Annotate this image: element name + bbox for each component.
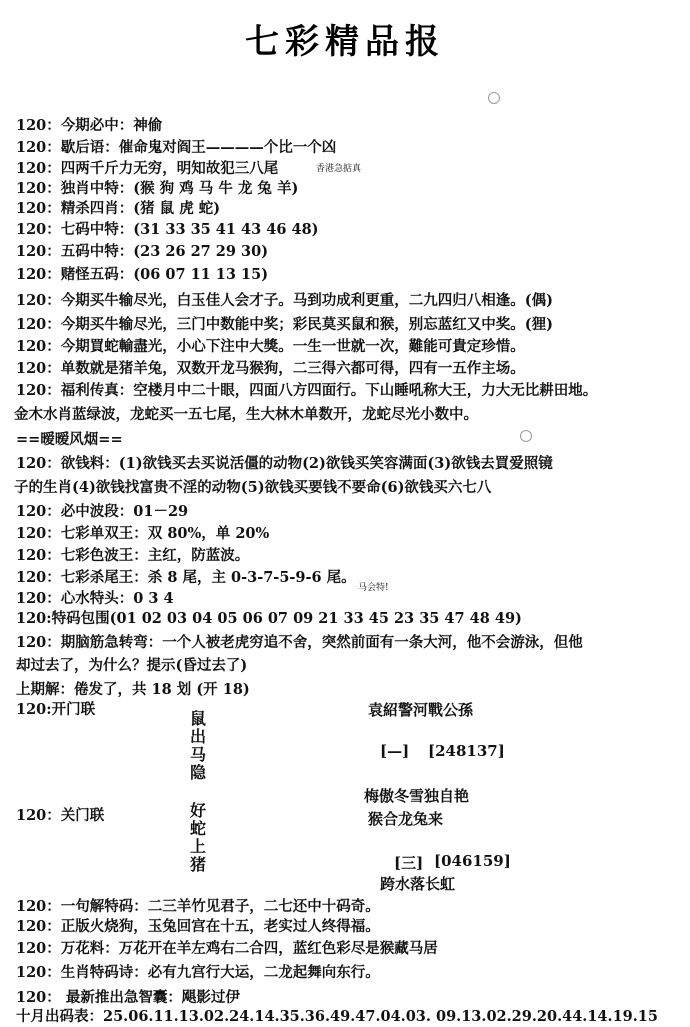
text-line: 120：生肖特码诗：必有九宫行大运，二龙起舞向东行。 [16,964,380,981]
couplet-open-vertical: 鼠出马隐 [189,709,206,782]
text-line: 120：今期买牛输尽光，三门中数能中奖；彩民莫买鼠和猴，别忘蓝红又中奖。(狸) [16,316,553,333]
couplet-close-right-bottom: 跨水落长虹 [380,875,456,893]
text-line: 120：精杀四肖：(猪 鼠 虎 蛇) [16,200,221,217]
couplet-open-bracket: [—] [380,742,410,760]
side-note-horse: 马会特! [358,583,389,593]
text-line: 120：五码中特：(23 26 27 29 30) [16,243,269,260]
text-line: 120：七彩杀尾王：杀 8 尾，主 0-3-7-5-9-6 尾。 [16,569,356,586]
text-line: 120：万花料：万花开在羊左鸡右二合四，蓝红色彩尽是猴藏马居 [16,940,438,957]
couplet-open-right-top: 袁紹警河戰公孫 [368,701,474,719]
text-line: 120：福利传真：空楼月中二十眼，四面八方四面行。下山睡吼称大王，力大无比耕田地。 [16,382,598,399]
text-line: 120：四两千斤力无穷，明知故犯三八尾 [16,160,279,177]
text-line: 120:开门联 [16,701,96,718]
decorative-dot [488,92,500,104]
decorative-dot [520,430,532,442]
couplet-open-code: [248137] [428,742,505,760]
text-line: 120：今期必中：神偷 [16,117,163,134]
text-line: 120：七彩单双王：双 80%，单 20% [16,525,270,542]
text-line: 却过去了，为什么？提示(昏过去了) [16,657,248,674]
text-line: 120：歇后语：催命鬼对阎王————个比一个凶 [16,139,337,156]
text-line: 120：期脑筋急转弯：一个人被老虎穷追不舍，突然前面有一条大河，他不会游泳，但他 [16,634,583,651]
text-line: 120：单数就是猪羊兔，双数开龙马猴狗，二三得六都可得，四有一五作主场。 [16,360,525,377]
text-line: 子的生肖(4)欲钱找富贵不淫的动物(5)欲钱买要钱不要命(6)欲钱买六七八 [14,479,492,496]
couplet-close-code: [046159] [434,852,511,870]
couplet-close-vertical: 好蛇上猪 [189,801,206,874]
page-title: 七彩精品报 [245,22,445,62]
text-line: 120：欲钱料：(1)欲钱买去买说活僵的动物(2)欲钱买笑容满面(3)欲钱去買爱照镜 [16,455,553,472]
couplet-close-bracket: [三] [394,854,424,872]
text-line: 120：独肖中特：(猴 狗 鸡 马 牛 龙 兔 羊) [16,180,299,197]
text-line: 120：心水特头：0 3 4 [16,590,174,607]
text-line: 120：赌怪五码：(06 07 11 13 15) [16,266,269,283]
text-line: 120：正版火烧狗，玉兔回宫在十五，老实过人终得福。 [16,918,380,935]
text-line: 120：今期買蛇輸盡光，小心下注中大獎。一生一世就一次，難能可貴定珍惜。 [16,338,525,355]
text-line: 金木水肖蓝绿波，龙蛇买一五七尾，生大林木单数开，龙蛇尽光小数中。 [14,406,478,423]
text-line: 120： 最新推出急智囊：飓影过伊 [16,989,240,1006]
couplet-close-right-mid: 猴合龙兔来 [368,810,444,828]
text-line: 120：必中波段：01－29 [16,503,189,520]
text-line: ==暧暧风烟== [16,431,123,448]
text-line: 120：一句解特码：二三羊竹见君子，二七还中十码奇。 [16,898,380,915]
text-line: 120：七彩色波王：主红，防蓝波。 [16,547,250,564]
text-line: 120：今期买牛输尽光，白玉佳人会才子。马到功成利更重，二九四归八相逢。(偶) [16,292,553,309]
couplet-close-right-top: 梅傲冬雪独自艳 [364,787,470,805]
text-line: 120：七码中特：(31 33 35 41 43 46 48) [16,221,319,238]
side-note-hk: 香港急掂真 [316,164,362,174]
text-line: 十月出码表：25.06.11.13.02.24.14.35.36.49.47.04.03. 09.13.02.29.20.44.14.19.15 [16,1008,658,1025]
text-line: 120：关门联 [16,807,105,824]
text-line: 上期解：倦发了，共 18 划 (开 18) [16,681,250,698]
text-line: 120:特码包围(01 02 03 04 05 06 07 09 21 33 45 23 35 47 48 49) [16,610,522,627]
